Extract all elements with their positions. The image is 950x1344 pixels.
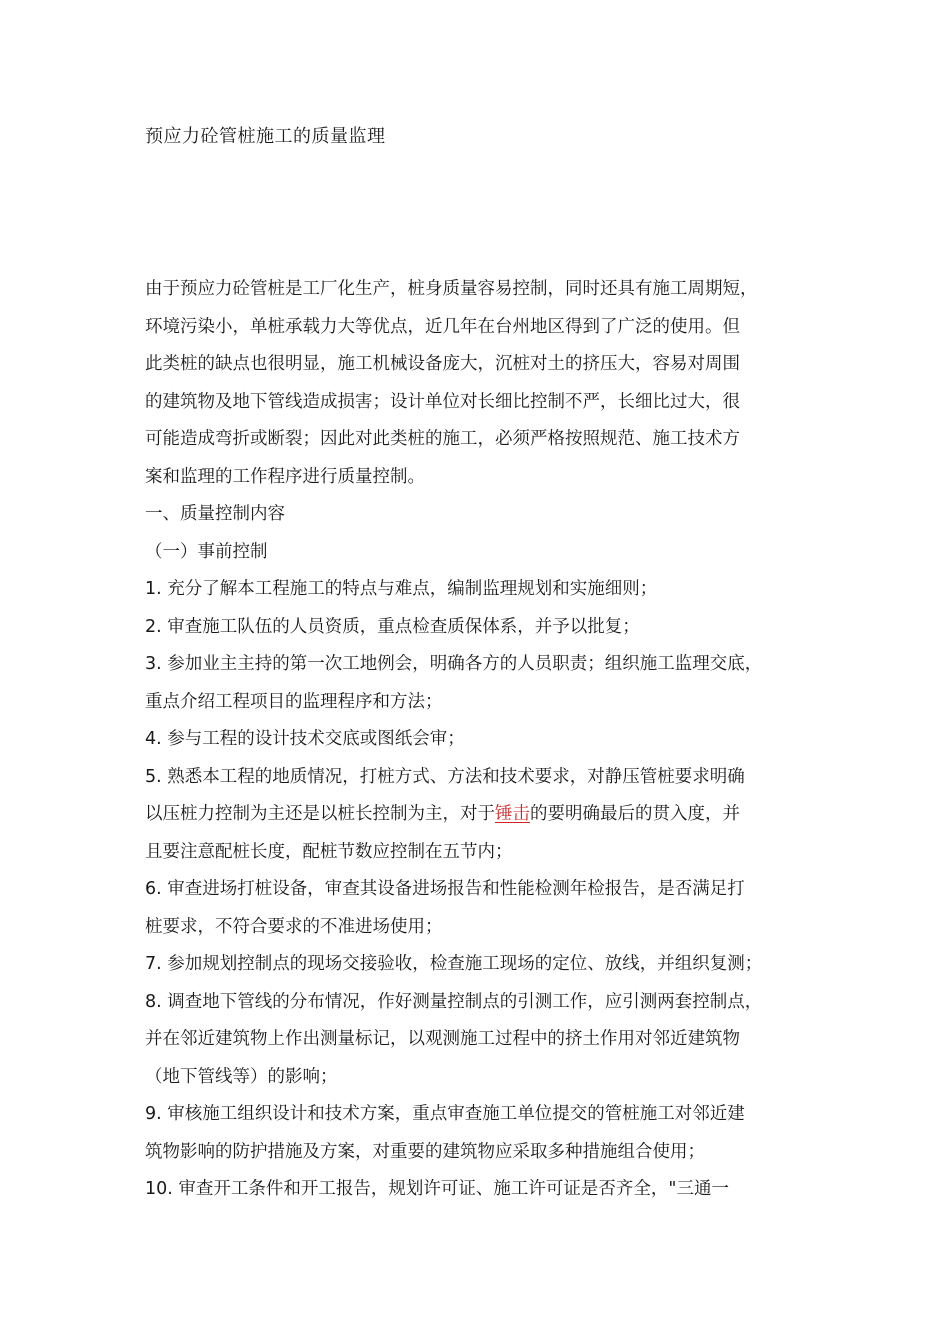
list-item-6-continued: 桩要求，不符合要求的不准进场使用； bbox=[145, 916, 443, 937]
intro-line: 案和监理的工作程序进行质量控制。 bbox=[145, 466, 425, 487]
list-item-9: 9. 审核施工组织设计和技术方案，重点审查施工单位提交的管桩施工对邻近建 bbox=[145, 1104, 745, 1124]
list-item-8-continued: 并在邻近建筑物上作出测量标记，以观测施工过程中的挤土作用对邻近建筑物 bbox=[145, 1029, 740, 1049]
list-item-8-continued: （地下管线等）的影响； bbox=[145, 1066, 338, 1087]
list-item-5-continued: 且要注意配桩长度，配桩节数应控制在五节内； bbox=[145, 841, 513, 862]
list-item-5-continued bbox=[145, 796, 810, 834]
intro-line: 此类桩的缺点也很明显，施工机械设备庞大，沉桩对土的挤压大，容易对周围 bbox=[145, 354, 740, 374]
intro-line: 可能造成弯折或断裂；因此对此类桩的施工，必须严格按照规范、施工技术方 bbox=[145, 429, 740, 449]
subsection-heading: （一）事前控制 bbox=[145, 541, 268, 562]
list-item-8: 8. 调查地下管线的分布情况，作好测量控制点的引测工作，应引测两套控制点， bbox=[145, 991, 763, 1012]
intro-line: 环境污染小，单桩承载力大等优点，近几年在台州地区得到了广泛的使用。但 bbox=[145, 316, 740, 337]
list-item-10: 10. 审查开工条件和开工报告，规划许可证、施工许可证是否齐全，"三通一 bbox=[145, 1179, 729, 1199]
intro-line: 由于预应力砼管桩是工厂化生产，桩身质量容易控制，同时还具有施工周期短， bbox=[145, 279, 758, 299]
list-item-6: 6. 审查进场打桩设备，审查其设备进场报告和性能检测年检报告，是否满足打 bbox=[145, 879, 745, 899]
hammer-link[interactable]: 锤击 bbox=[495, 804, 530, 824]
intro-line: 的建筑物及地下管线造成损害；设计单位对长细比控制不严，长细比过大，很 bbox=[145, 391, 740, 412]
list-item-2: 2. 审查施工队伍的人员资质，重点检查质保体系，并予以批复； bbox=[145, 616, 640, 637]
list-item-5: 5. 熟悉本工程的地质情况，打桩方式、方法和技术要求，对静压管桩要求明确 bbox=[145, 766, 745, 787]
section-heading: 一、质量控制内容 bbox=[145, 504, 285, 524]
document-title: 预应力砼管桩施工的质量监理 bbox=[145, 126, 386, 147]
list-item-1: 1. 充分了解本工程施工的特点与难点，编制监理规划和实施细则； bbox=[145, 579, 658, 599]
list-item-7: 7. 参加规划控制点的现场交接验收，检查施工现场的定位、放线，并组织复测； bbox=[145, 954, 763, 974]
list-item-5-text-after: 的要明确最后的贯入度，并 bbox=[530, 804, 740, 824]
document-body bbox=[145, 271, 810, 1209]
list-item-3: 3. 参加业主主持的第一次工地例会，明确各方的人员职责；组织施工监理交底， bbox=[145, 654, 763, 674]
list-item-4: 4. 参与工程的设计技术交底或图纸会审； bbox=[145, 729, 465, 749]
list-item-5-text: 以压桩力控制为主还是以桩长控制为主，对于 bbox=[145, 804, 495, 824]
list-item-3-continued: 重点介绍工程项目的监理程序和方法； bbox=[145, 691, 443, 712]
list-item-9-continued: 筑物影响的防护措施及方案，对重要的建筑物应采取多种措施组合使用； bbox=[145, 1141, 705, 1162]
